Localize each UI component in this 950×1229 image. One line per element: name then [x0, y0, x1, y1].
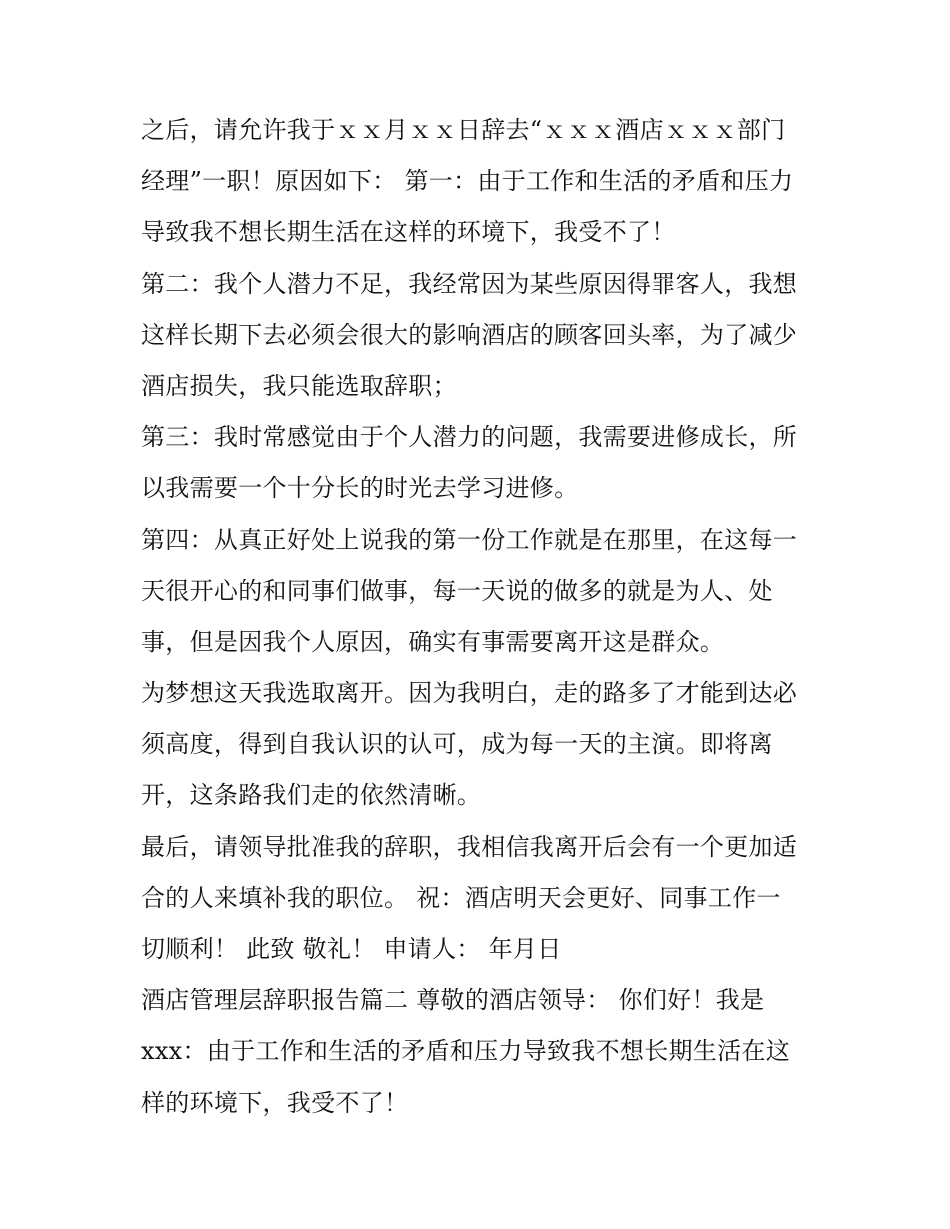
- text-line-2: 经理”一职！原因如下： 第一：由于工作和生活的矛盾和压力: [141, 167, 794, 196]
- document-body: [141, 105, 821, 1129]
- text-line-18: 酒店管理层辞职报告篇二 尊敬的酒店领导： 你们好！我是: [141, 986, 765, 1015]
- text-line-14: 开，这条路我们走的依然清晰。: [141, 781, 482, 810]
- text-line-1: 之后，请允许我于ｘｘ月ｘｘ日辞去“ｘｘｘ酒店ｘｘｘ部门: [141, 116, 786, 144]
- text-line-16: 合的人来填补我的职位。 祝：酒店明天会更好、同事工作一: [141, 883, 781, 912]
- text-line-6: 酒店损失，我只能选取辞职；: [141, 371, 457, 400]
- text-line-11: 事，但是因我个人原因，确实有事需要离开这是群众。: [141, 627, 725, 656]
- text-line-8: 以我需要一个十分长的时光去学习进修。: [141, 474, 579, 503]
- text-line-17: 切顺利！ 此致 敬礼！ 申请人： 年月日: [141, 935, 562, 963]
- text-line-10: 天很开心的和同事们做事，每一天说的做多的就是为人、处: [141, 576, 773, 605]
- text-line-19: xxx：由于工作和生活的矛盾和压力导致我不想长期生活在这: [141, 1037, 791, 1066]
- text-line-5: 这样长期下去必须会很大的影响酒店的顾客回头率，为了减少: [141, 320, 798, 349]
- text-line-9: 第四：从真正好处上说我的第一份工作就是在那里，在这每一: [141, 525, 798, 554]
- text-line-12: 为梦想这天我选取离开。因为我明白，走的路多了才能到达必: [141, 679, 798, 708]
- text-line-7: 第三：我时常感觉由于个人潜力的问题，我需要进修成长，所: [141, 423, 798, 452]
- text-line-20: 样的环境下，我受不了！: [141, 1088, 409, 1117]
- text-line-3: 导致我不想长期生活在这样的环境下，我受不了！: [141, 218, 676, 247]
- text-line-13: 须高度，得到自我认识的认可，成为每一天的主演。即将离: [141, 730, 773, 759]
- text-line-4: 第二：我个人潜力不足，我经常因为某些原因得罪客人，我想: [141, 269, 798, 298]
- text-line-15: 最后，请领导批准我的辞职，我相信我离开后会有一个更加适: [141, 832, 798, 861]
